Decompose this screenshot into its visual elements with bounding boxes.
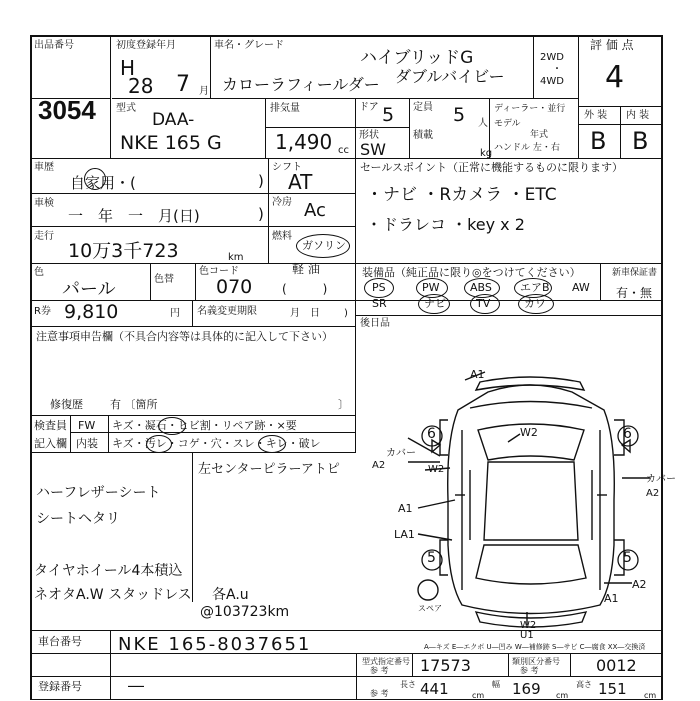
color-code-value: 070 <box>216 276 253 298</box>
displacement-label: 排気量 <box>270 103 300 114</box>
interior-items: キズ・汚レ・コゲ・穴・スレ・キレ・破レ <box>112 437 321 450</box>
dealer-label: ディーラー・並行 <box>494 104 566 114</box>
mark-w2-left: W2 <box>428 464 445 475</box>
remark-half-leather: ハーフレザーシート <box>36 485 161 501</box>
car-name: カローラフィールダー <box>222 75 380 94</box>
grade-line3: ダブルバイビー <box>395 67 505 86</box>
fw-items: キズ・凝石・ヒビ割・リペア跡・×要 <box>112 419 297 432</box>
doors-label: ドア <box>359 102 379 113</box>
width-value: 169 <box>512 680 541 698</box>
mark-a2-rear: A2 <box>632 578 647 591</box>
history-label: 車歴 <box>34 162 54 173</box>
repair-value: 有 〔箇所 <box>110 398 158 411</box>
mark-a1-front: A1 <box>470 368 485 381</box>
exterior-value: B <box>590 127 607 155</box>
chassis-label: 車台番号 <box>38 635 82 648</box>
remark-pillar: 左センターピラーアトピ <box>198 462 340 477</box>
name-label: 車名・グレード <box>214 40 284 51</box>
warranty-value: 有・無 <box>616 286 653 300</box>
color-value: パール <box>62 279 116 300</box>
remark-studless: ネオタA.W スタッドレス <box>34 587 192 603</box>
mark-cover-left: カバー <box>386 448 416 459</box>
entry-label: 記入欄 <box>34 437 67 450</box>
model-code: NKE 165 G <box>120 132 222 154</box>
history-value: 自家用・( <box>70 174 136 192</box>
drive-2wd: 2WD <box>540 52 564 63</box>
year-label: 年式 <box>530 130 549 140</box>
reg-year: 28 <box>128 74 154 98</box>
equip-sr: SR <box>372 297 387 310</box>
equip-navi: ナビ <box>424 297 446 310</box>
model-year-label: モデル <box>494 119 521 129</box>
model-prefix: DAA- <box>152 110 195 130</box>
mark-6-right: 6 <box>623 426 632 442</box>
interior-row-label: 内装 <box>76 437 98 450</box>
shift-label: シフト <box>272 162 302 173</box>
lot-number: 3054 <box>38 95 96 125</box>
warranty-label: 新車保証書 <box>612 268 658 278</box>
color-label: 色 <box>34 267 44 278</box>
height-label: 高さ <box>576 680 592 689</box>
chassis-value: NKE 165-8037651 <box>118 634 312 655</box>
capacity-label: 定員 <box>413 102 433 113</box>
recycle-value: 9,810 <box>64 301 119 323</box>
equip-leather: カワ <box>524 297 546 310</box>
fuel-gasoline: ガソリン <box>302 239 346 252</box>
doors-value: 5 <box>382 104 395 126</box>
drive-4wd: 4WD <box>540 76 564 87</box>
mark-w2-hood: W2 <box>520 426 538 439</box>
equip-pw: PW <box>422 281 440 294</box>
repair-label: 修復歴 <box>50 398 83 411</box>
class-label: 類別区分番号 <box>512 657 560 666</box>
ac-label: 冷房 <box>272 197 292 208</box>
sales-point-line2: ・ドラレコ ・key x 2 <box>366 215 525 234</box>
height-value: 151 <box>598 680 627 698</box>
lot-label: 出品番号 <box>34 40 74 51</box>
load-label: 積載 <box>413 130 433 141</box>
remark-tires: タイヤホイール4本積込 <box>34 563 183 579</box>
inspection-label: 車検 <box>34 198 54 209</box>
handle-label: ハンドル 左・右 <box>494 143 560 153</box>
length-label: 長さ <box>400 680 416 689</box>
mark-u1-rear: U1 <box>520 630 534 641</box>
capacity-value: 5 <box>453 104 466 126</box>
interior-value: B <box>632 127 649 155</box>
model-label: 型式 <box>116 103 136 114</box>
model-spec-label: 型式指定番号 <box>362 657 410 666</box>
fuel-paren: ( ) <box>282 282 328 296</box>
retrofit-label: 後日品 <box>360 318 390 329</box>
sales-point-line1: ・ナビ ・Rカメラ ・ETC <box>366 185 557 205</box>
displacement-value: 1,490 <box>275 130 333 154</box>
ac-value: Ac <box>304 200 326 221</box>
mark-a2-right: A2 <box>646 488 660 499</box>
model-spec-value: 17573 <box>420 656 471 675</box>
sales-point-label: セールスポイント（正常に機能するものに限ります） <box>360 161 624 174</box>
remark-seat: シートヘタリ <box>36 511 120 527</box>
equipment-label: 装備品（純正品に限り◎をつけてください） <box>362 266 581 279</box>
fw-label: FW <box>78 419 96 432</box>
remark-each-aw: 各A.u <box>212 587 249 603</box>
capacity-unit: 人 <box>478 118 488 129</box>
length-value: 441 <box>420 680 449 698</box>
era: H <box>120 56 136 80</box>
reg-label: 登録番号 <box>38 680 82 693</box>
inspection-value: 一 年 一 月(日) <box>68 207 200 225</box>
first-reg-label: 初度登録年月 <box>116 40 176 51</box>
caution-label: 注意事項申告欄（不具合内容等は具体的に記入して下さい） <box>36 330 333 343</box>
shape-value: SW <box>360 140 386 159</box>
equip-abs: ABS <box>470 281 492 294</box>
exterior-label: 外 装 <box>584 110 608 121</box>
mark-a1-left: A1 <box>398 502 413 515</box>
model-spec-sub: 参 考 <box>370 666 389 675</box>
yen-unit: 円 <box>170 308 180 319</box>
cc-unit: cc <box>338 145 349 156</box>
class-value: 0012 <box>596 656 637 675</box>
mark-cover-right: カバー <box>646 474 676 485</box>
recycle-label: R券 <box>34 306 51 317</box>
fuel-diesel: 軽 油 <box>292 262 320 276</box>
transfer-label: 名義変更期限 <box>197 306 257 317</box>
shift-value: AT <box>288 170 313 194</box>
rating-value: 4 <box>605 60 625 95</box>
reg-value: ― <box>128 676 144 695</box>
fuel-label: 燃料 <box>272 231 292 242</box>
interior-label: 内 装 <box>626 110 650 121</box>
mark-5-right: 5 <box>623 550 632 566</box>
shape-label: 形状 <box>359 130 379 141</box>
width-label: 幅 <box>492 680 500 689</box>
mark-la1-left: LA1 <box>394 528 415 541</box>
damage-legend: A―キズ E―エクボ U―凹み W―補修跡 S―サビ C―腐食 XX―交換済 <box>424 643 646 651</box>
color-change-label: 色替 <box>154 274 174 285</box>
equip-tv: TV <box>476 297 491 310</box>
mileage-value: 10万3千723 <box>68 240 179 262</box>
mileage-label: 走行 <box>34 231 54 242</box>
reg-month: 7 <box>176 72 190 97</box>
inspector-label: 検査員 <box>34 419 67 432</box>
class-sub: 参 考 <box>520 666 539 675</box>
rating-label: 評 価 点 <box>590 38 634 52</box>
equip-airbag: エアB <box>520 281 550 294</box>
mark-6-left: 6 <box>427 426 436 442</box>
remark-mileage: @103723km <box>200 604 290 620</box>
mark-5-left: 5 <box>427 550 436 566</box>
load-unit: kg <box>480 148 493 159</box>
km-unit: km <box>228 252 244 263</box>
mark-w2-rear: W2 <box>520 620 537 631</box>
month-unit: 月 <box>199 86 209 97</box>
equip-ps: PS <box>372 281 386 294</box>
transfer-value: 月 日 <box>290 308 320 319</box>
color-code-label: 色コード <box>199 266 239 277</box>
grade-line1: ハイブリッドG <box>360 48 474 68</box>
dim-label: 参 考 <box>370 689 389 698</box>
mark-a2-left: A2 <box>372 460 386 471</box>
spare-label: スペア <box>418 604 442 613</box>
equip-aw: AW <box>572 281 590 294</box>
mark-a1-rear: A1 <box>604 592 619 605</box>
